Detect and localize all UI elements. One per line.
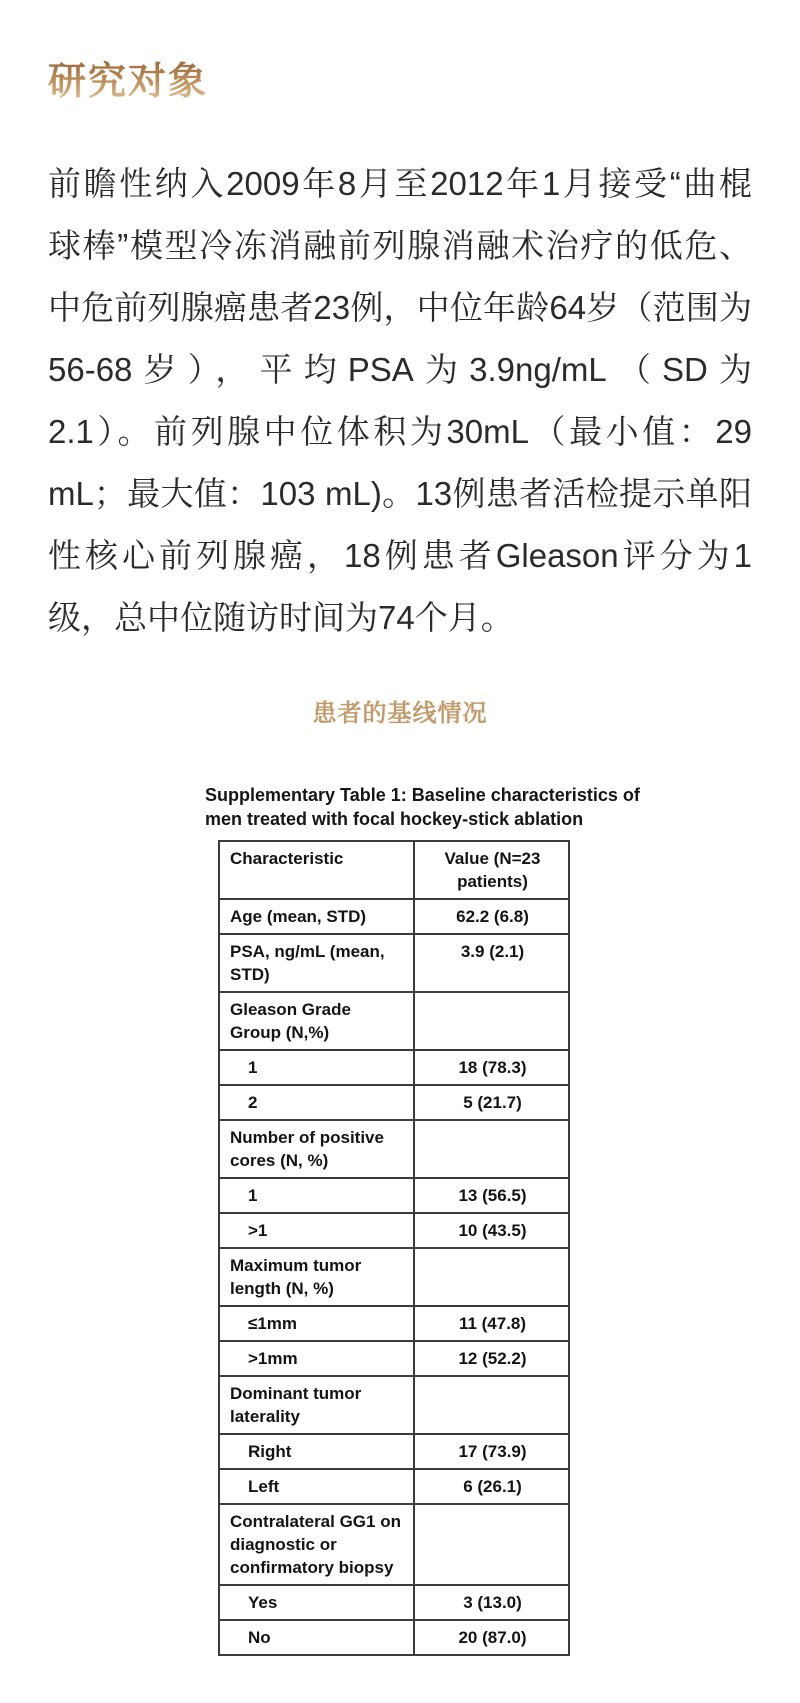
- row-value: 17 (73.9): [414, 1434, 569, 1469]
- paragraph-line: 56-68岁），平均PSA为3.9ng/mL（SD为: [48, 351, 752, 388]
- table-row: [219, 1213, 569, 1248]
- row-value: 6 (26.1): [414, 1469, 569, 1504]
- paragraph-line: 级，总中位随访时间为74个月。: [48, 599, 514, 636]
- subsection-title: 患者的基线情况: [312, 700, 488, 727]
- column-header-value: Value (N=23 patients): [414, 841, 569, 899]
- table-row: [219, 1248, 569, 1306]
- section-title: 研究对象: [48, 58, 209, 103]
- table-row: [219, 1376, 569, 1434]
- table-row: [219, 992, 569, 1050]
- row-value: 18 (78.3): [414, 1050, 569, 1085]
- table-row: [219, 1341, 569, 1376]
- row-value: 20 (87.0): [414, 1620, 569, 1655]
- row-label: Right: [219, 1434, 414, 1469]
- paragraph-line: mL；最大值：103 mL)。13例患者活检提示单阳: [48, 475, 752, 512]
- row-label: Maximum tumor length (N, %): [219, 1248, 414, 1306]
- table-row: [219, 934, 569, 992]
- paragraph-line: 前瞻性纳入2009年8月至2012年1月接受“曲棍: [48, 165, 752, 202]
- body-paragraph: [48, 153, 752, 649]
- column-header-characteristic: Characteristic: [219, 841, 414, 899]
- row-label: Dominant tumor laterality: [219, 1376, 414, 1434]
- row-label: Number of positive cores (N, %): [219, 1120, 414, 1178]
- bottom-whitespace: [0, 1656, 800, 1703]
- table-row: [219, 1085, 569, 1120]
- table-row: [219, 1178, 569, 1213]
- table-header-row: [219, 841, 569, 899]
- row-label: Yes: [219, 1585, 414, 1620]
- row-label: 1: [219, 1050, 414, 1085]
- row-value: [414, 1120, 569, 1178]
- baseline-table-body: [219, 899, 569, 1655]
- table-caption-line1: Supplementary Table 1: Baseline characteristics of: [205, 785, 640, 805]
- baseline-table: [218, 840, 570, 1656]
- row-label: Gleason Grade Group (N,%): [219, 992, 414, 1050]
- row-label: ≤1mm: [219, 1306, 414, 1341]
- row-label: 2: [219, 1085, 414, 1120]
- row-value: 3.9 (2.1): [414, 934, 569, 992]
- row-value: 3 (13.0): [414, 1585, 569, 1620]
- paragraph-line: 性核心前列腺癌，18例患者Gleason评分为1: [48, 537, 752, 574]
- table-row: [219, 1620, 569, 1655]
- table-row: [219, 1434, 569, 1469]
- paragraph-line: 中危前列腺癌患者23例，中位年龄64岁（范围为: [48, 289, 752, 326]
- table-row: [219, 1585, 569, 1620]
- row-label: PSA, ng/mL (mean, STD): [219, 934, 414, 992]
- row-value: 11 (47.8): [414, 1306, 569, 1341]
- row-value: 13 (56.5): [414, 1178, 569, 1213]
- row-label: 1: [219, 1178, 414, 1213]
- table-row: [219, 899, 569, 934]
- row-value: 5 (21.7): [414, 1085, 569, 1120]
- row-value: 10 (43.5): [414, 1213, 569, 1248]
- row-value: [414, 992, 569, 1050]
- row-label: >1mm: [219, 1341, 414, 1376]
- row-label: Left: [219, 1469, 414, 1504]
- row-label: No: [219, 1620, 414, 1655]
- row-value: [414, 1504, 569, 1585]
- table-row: [219, 1306, 569, 1341]
- row-value: [414, 1376, 569, 1434]
- row-label: Contralateral GG1 on diagnostic or confirmatory biopsy: [219, 1504, 414, 1585]
- table-row: [219, 1469, 569, 1504]
- table-row: [219, 1050, 569, 1085]
- row-label: >1: [219, 1213, 414, 1248]
- table-row: [219, 1120, 569, 1178]
- table-caption-line2: men treated with focal hockey-stick ablation: [205, 809, 584, 829]
- table-row: [219, 1504, 569, 1585]
- row-value: 12 (52.2): [414, 1341, 569, 1376]
- row-value: [414, 1248, 569, 1306]
- table-caption: [205, 783, 752, 831]
- paragraph-line: 2.1）。前列腺中位体积为30mL（最小值：29: [48, 413, 752, 450]
- row-label: Age (mean, STD): [219, 899, 414, 934]
- paragraph-line: 球棒”模型冷冻消融前列腺消融术治疗的低危、: [48, 227, 752, 264]
- row-value: 62.2 (6.8): [414, 899, 569, 934]
